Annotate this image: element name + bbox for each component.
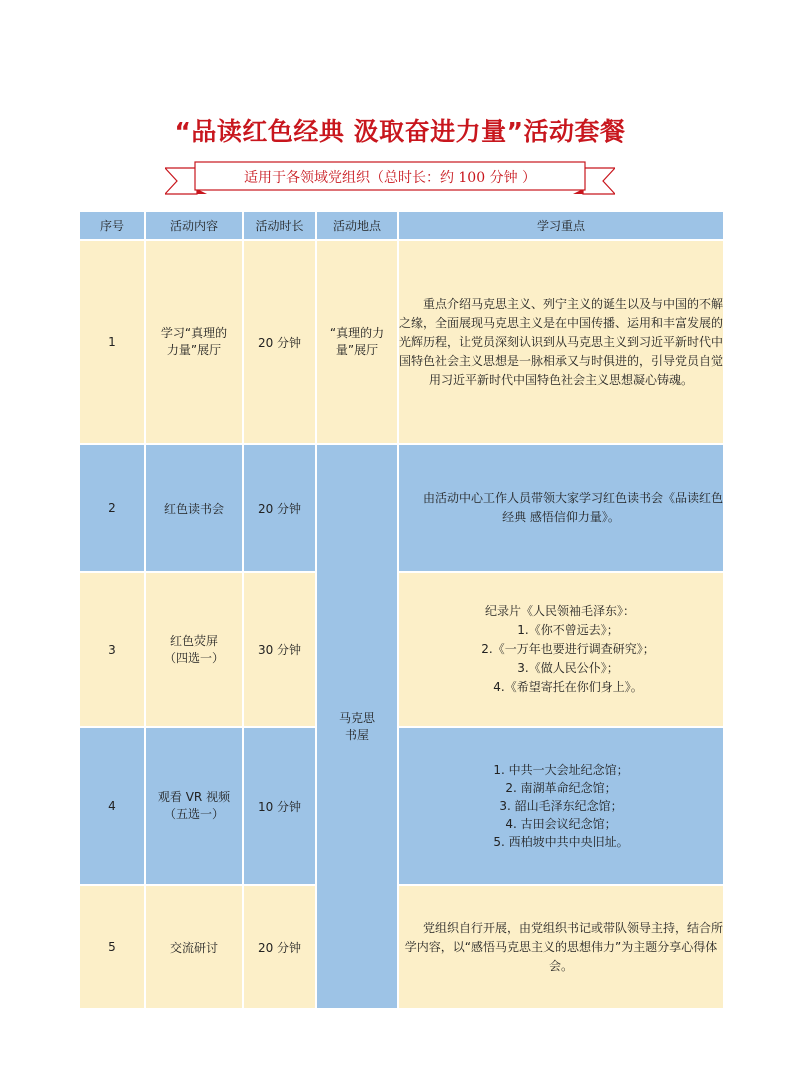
subtitle: 适用于各领域党组织（总时长：约 100 分钟 ）	[243, 170, 537, 186]
content-line: 红色荧屏	[169, 633, 218, 648]
list-item: 4. 古田会议纪念馆；	[505, 817, 617, 831]
row-duration: 20 分钟	[243, 444, 316, 572]
table-row	[79, 240, 724, 444]
row-no: 2	[79, 444, 145, 572]
header-duration: 活动时长	[243, 211, 316, 240]
row-content	[145, 240, 243, 444]
row-no: 1	[79, 240, 145, 444]
content-line: （五选一）	[163, 807, 224, 821]
row-duration: 20 分钟	[243, 885, 316, 1009]
list-item: 2.《一万年也要进行调查研究》；	[481, 642, 655, 656]
list-item: 2. 南湖革命纪念馆；	[505, 781, 617, 795]
table-header-row	[79, 211, 724, 240]
table-row	[79, 572, 724, 727]
row-content	[145, 572, 243, 727]
row-content	[145, 727, 243, 885]
row-focus	[398, 572, 724, 727]
table-row	[79, 444, 724, 572]
list-item: 1. 中共一大会址纪念馆；	[493, 763, 629, 777]
row-location	[316, 240, 398, 444]
row-duration: 10 分钟	[243, 727, 316, 885]
focus-text: 重点介绍马克思主义、列宁主义的诞生以及与中国的不解之缘，全面展现马克思主义是在中国传播、运用和丰富发展的光辉历程，让党员深刻认识到从马克思主义到习近平新时代中国特色社会主义思想是一脉相承又与时俱进的，引导党员自觉用习近平新时代中国特色社会主义思想凝心铸魂。	[399, 296, 724, 387]
header-focus: 学习重点	[398, 211, 724, 240]
subtitle-ribbon	[165, 158, 615, 198]
row-focus	[398, 444, 724, 572]
row-location-merged	[316, 444, 398, 1009]
page-title: “品读红色经典 汲取奋进力量”活动套餐	[174, 117, 626, 146]
table-row	[79, 727, 724, 885]
focus-text: 由活动中心工作人员带领大家学习红色读书会《品读红色经典 感悟信仰力量》。	[423, 491, 724, 524]
row-no: 3	[79, 572, 145, 727]
activity-table	[78, 210, 725, 1010]
location-line: 量”展厅	[335, 343, 379, 357]
location-line: “真理的力	[329, 326, 385, 340]
focus-heading: 纪录片《人民领袖毛泽东》：	[484, 604, 635, 618]
row-no: 5	[79, 885, 145, 1009]
location-line: 马克思	[338, 710, 375, 725]
row-focus	[398, 240, 724, 444]
list-item: 1.《你不曾远去》；	[517, 623, 619, 637]
content-line: 学习“真理的	[160, 326, 228, 340]
row-no: 4	[79, 727, 145, 885]
table-row	[79, 885, 724, 1009]
header-content: 活动内容	[145, 211, 243, 240]
list-item: 3.《做人民公仆》；	[517, 661, 619, 675]
list-item: 5. 西柏坡中共中央旧址。	[493, 835, 629, 849]
list-item: 4.《希望寄托在你们身上》。	[493, 680, 643, 694]
header-location: 活动地点	[316, 211, 398, 240]
location-line: 书屋	[344, 727, 369, 742]
list-item: 3. 韶山毛泽东纪念馆；	[499, 799, 623, 813]
header-no: 序号	[79, 211, 145, 240]
row-duration: 20 分钟	[243, 240, 316, 444]
row-focus	[398, 885, 724, 1009]
row-content: 交流研讨	[145, 885, 243, 1009]
content-line: 观看 VR 视频	[157, 790, 231, 804]
focus-text: 党组织自行开展，由党组织书记或带队领导主持，结合所学内容，以“感悟马克思主义的思想伟力”为主题分享心得体会。	[404, 920, 724, 973]
row-focus	[398, 727, 724, 885]
content-line: 力量”展厅	[166, 343, 222, 357]
content-line: （四选一）	[163, 650, 224, 665]
row-content: 红色读书会	[145, 444, 243, 572]
row-duration: 30 分钟	[243, 572, 316, 727]
